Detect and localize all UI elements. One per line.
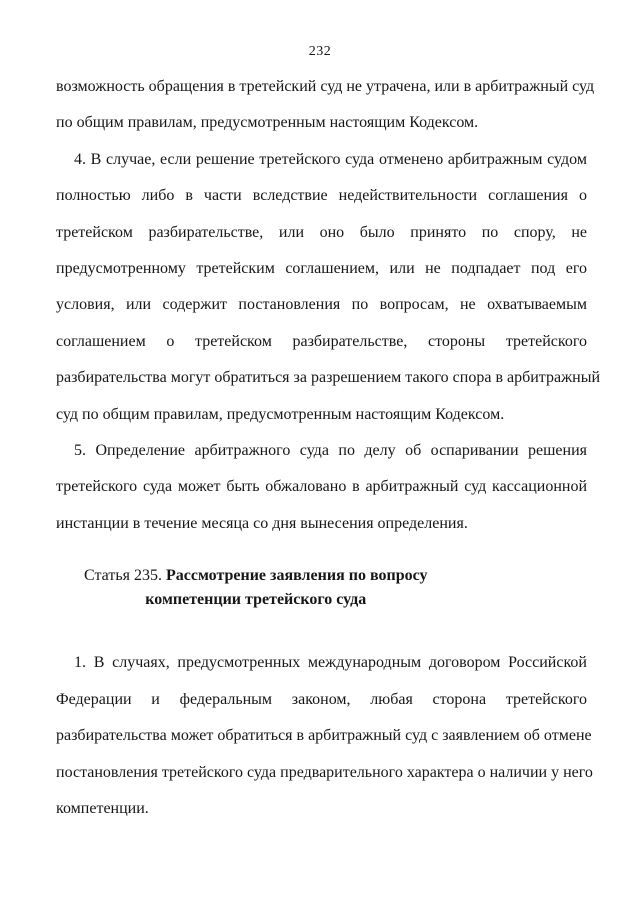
- text-line: компетенции.: [56, 799, 149, 817]
- text-line: соглашением о третейском разбирательстве, стороны третейского: [56, 332, 587, 350]
- text-line: Федерации и федеральным законом, любая сторона третейского: [56, 690, 587, 708]
- paragraph: [56, 142, 601, 433]
- article-title-line1: Рассмотрение заявления по вопросу: [165, 567, 428, 585]
- article-number: Статья 235.: [84, 567, 166, 585]
- document-body: [56, 69, 601, 827]
- text-line: постановления третейского суда предварительного характера о наличии у него: [56, 763, 593, 781]
- text-line: условия, или содержит постановления по вопросам, не охватываемым: [56, 296, 587, 314]
- text-line: третейском разбирательстве, или оно было принято по спору, не: [56, 223, 587, 241]
- text-line: 1. В случаях, предусмотренных международным договором Российской: [74, 654, 587, 672]
- text-line: 4. В случае, если решение третейского суда отменено арбитражным судом: [74, 150, 587, 168]
- text-line: полностью либо в части вследствие недействительности соглашения о: [56, 187, 587, 205]
- paragraph: [56, 69, 595, 142]
- paragraph: [56, 433, 587, 542]
- text-line: предусмотренному третейским соглашением, или не подпадает под его: [56, 260, 587, 278]
- article-title-line2: компетенции третейского суда: [145, 591, 367, 609]
- paragraph: [56, 645, 593, 827]
- text-line: третейского суда может быть обжаловано в арбитражный суд кассационной: [56, 478, 587, 496]
- text-line: по общим правилам, предусмотренным настоящим Кодексом.: [56, 114, 479, 132]
- text-line: суд по общим правилам, предусмотренным настоящим Кодексом.: [56, 405, 505, 423]
- text-line: инстанции в течение месяца со дня вынесения определения.: [56, 514, 468, 532]
- text-line: 5. Определение арбитражного суда по делу об оспаривании решения: [74, 442, 587, 460]
- article-heading: [84, 564, 427, 612]
- text-line: возможность обращения в третейский суд не утрачена, или в арбитражный суд: [56, 78, 595, 95]
- text-line: разбирательства может обратиться в арбитражный суд с заявлением об отмене: [56, 727, 592, 745]
- text-line: разбирательства могут обратиться за разрешением такого спора в арбитражный: [56, 369, 601, 387]
- page-number: 232: [308, 44, 332, 59]
